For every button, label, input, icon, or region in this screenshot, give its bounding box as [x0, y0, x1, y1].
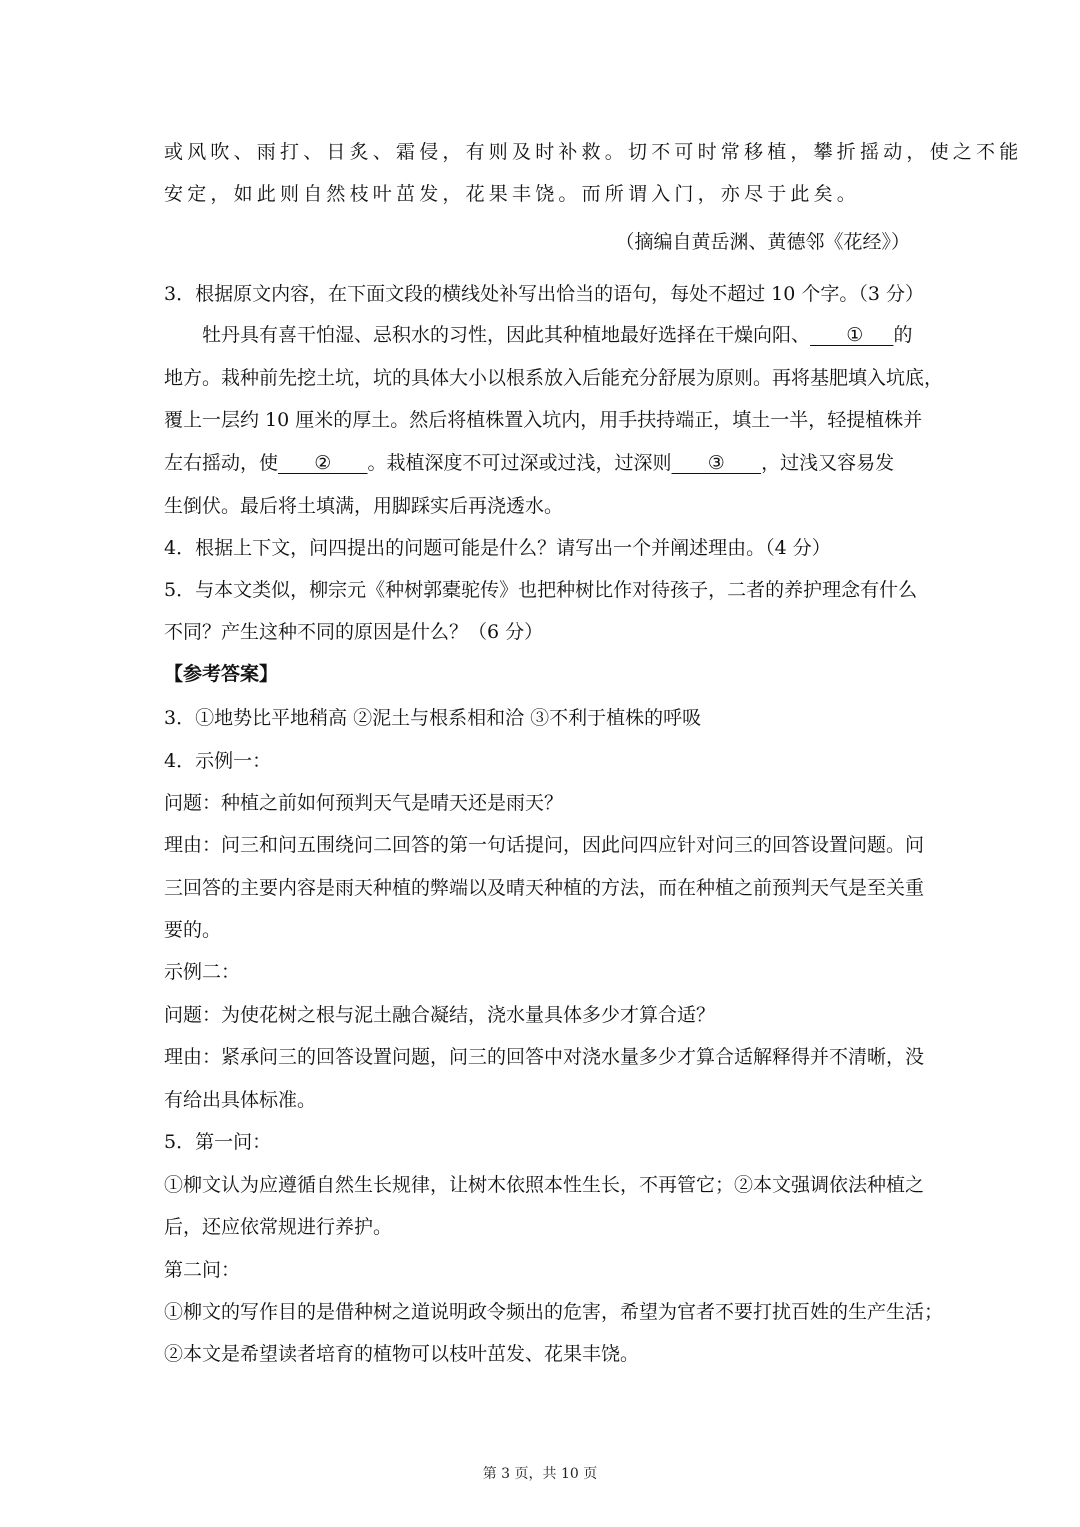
answer-4-example-2-label: 示例二： [164, 961, 241, 983]
answer-4-example-1-question: 问题：种植之前如何预判天气是晴天还是雨天？ [164, 792, 564, 814]
answer-blank-3: ③ [671, 452, 762, 474]
answer-4-label: 4．示例一： [164, 750, 272, 772]
answer-blank-2: ② [278, 452, 368, 474]
answer-5-part-2-label: 第二问： [164, 1259, 241, 1281]
answer-4-example-1-reason-line-2: 三回答的主要内容是雨天种植的弊端以及晴天种植的方法，而在种植之前预判天气是至关重 [164, 877, 925, 899]
answer-3: 3．①地势比平地稍高 ②泥土与根系相和洽 ③不利于植株的呼吸 [164, 707, 702, 729]
answer-4-example-2-reason-line-2: 有给出具体标准。 [164, 1089, 317, 1111]
question-5-prompt-line-1: 5．与本文类似，柳宗元《种树郭橐驼传》也把种树比作对待孩子，二者的养护理念有什么 [164, 579, 918, 601]
answer-key-heading: 【参考答案】 [164, 663, 279, 685]
answer-4-example-2-question: 问题：为使花树之根与泥土融合凝结，浇水量具体多少才算合适？ [164, 1004, 716, 1026]
question-3-text-segment: 的 [893, 324, 913, 346]
answer-4-example-2-reason-line-1: 理由：紧承问三的回答设置问题，问三的回答中对浇水量多少才算合适解释得并不清晰，没 [164, 1046, 925, 1068]
answer-4-example-1-reason-line-3: 要的。 [164, 919, 222, 941]
passage-line-1: 或风吹、雨打、日炙、霜侵，有则及时补救。切不可时常移植，攀折摇动，使之不能 [164, 141, 1023, 163]
answer-5-part-2-line-2: ②本文是希望读者培育的植物可以枝叶茁发、花果丰饶。 [164, 1343, 640, 1365]
passage-source: （摘编自黄岳渊、黄德邻《花经》） [615, 231, 910, 253]
question-5-prompt-line-2: 不同？产生这种不同的原因是什么？（6 分） [164, 621, 544, 643]
question-3-text-line-4 [164, 449, 924, 477]
passage-line-2: 安定，如此则自然枝叶茁发，花果丰饶。而所谓入门，亦尽于此矣。 [164, 183, 861, 205]
answer-4-example-1-reason-line-1: 理由：问三和问五围绕问二回答的第一句话提问，因此问四应针对问三的回答设置问题。问 [164, 834, 925, 856]
question-3-text-line-1 [202, 321, 924, 349]
question-3-text-segment: ，过浅又容易发 [761, 452, 895, 474]
question-3-text-segment: 左右摇动，使 [164, 452, 279, 474]
answer-5-part-1-line-2: 后，还应依常规进行养护。 [164, 1216, 393, 1238]
question-3-text-line-2: 地方。栽种前先挖土坑，坑的具体大小以根系放入后能充分舒展为原则。再将基肥填入坑底， [164, 367, 944, 389]
question-3-text-segment: 牡丹具有喜干怕湿、忌积水的习性，因此其种植地最好选择在干燥向阳、 [202, 324, 811, 346]
page-footer: 第 3 页，共 10 页 [482, 1466, 598, 1482]
question-3-text-line-3: 覆上一层约 10 厘米的厚土。然后将植株置入坑内，用手扶持端正，填土一半，轻提植株并 [164, 409, 923, 431]
question-3-text-segment: 。栽植深度不可过深或过浅，过深则 [367, 452, 672, 474]
answer-5-part-1-line-1: ①柳文认为应遵循自然生长规律，让树木依照本性生长，不再管它；②本文强调依法种植之 [164, 1174, 925, 1196]
answer-5-part-2-line-1: ①柳文的写作目的是借种树之道说明政令频出的危害，希望为官者不要打扰百姓的生产生活； [164, 1301, 944, 1323]
question-4-prompt: 4．根据上下文，问四提出的问题可能是什么？请写出一个并阐述理由。（4 分） [164, 537, 831, 559]
question-3-text-line-5: 生倒伏。最后将土填满，用脚踩实后再浇透水。 [164, 495, 564, 517]
question-3-prompt: 3．根据原文内容，在下面文段的横线处补写出恰当的语句，每处不超过 10 个字。（3 分） [164, 283, 924, 305]
answer-blank-1: ① [810, 324, 894, 346]
answer-5-label: 5．第一问： [164, 1131, 272, 1153]
